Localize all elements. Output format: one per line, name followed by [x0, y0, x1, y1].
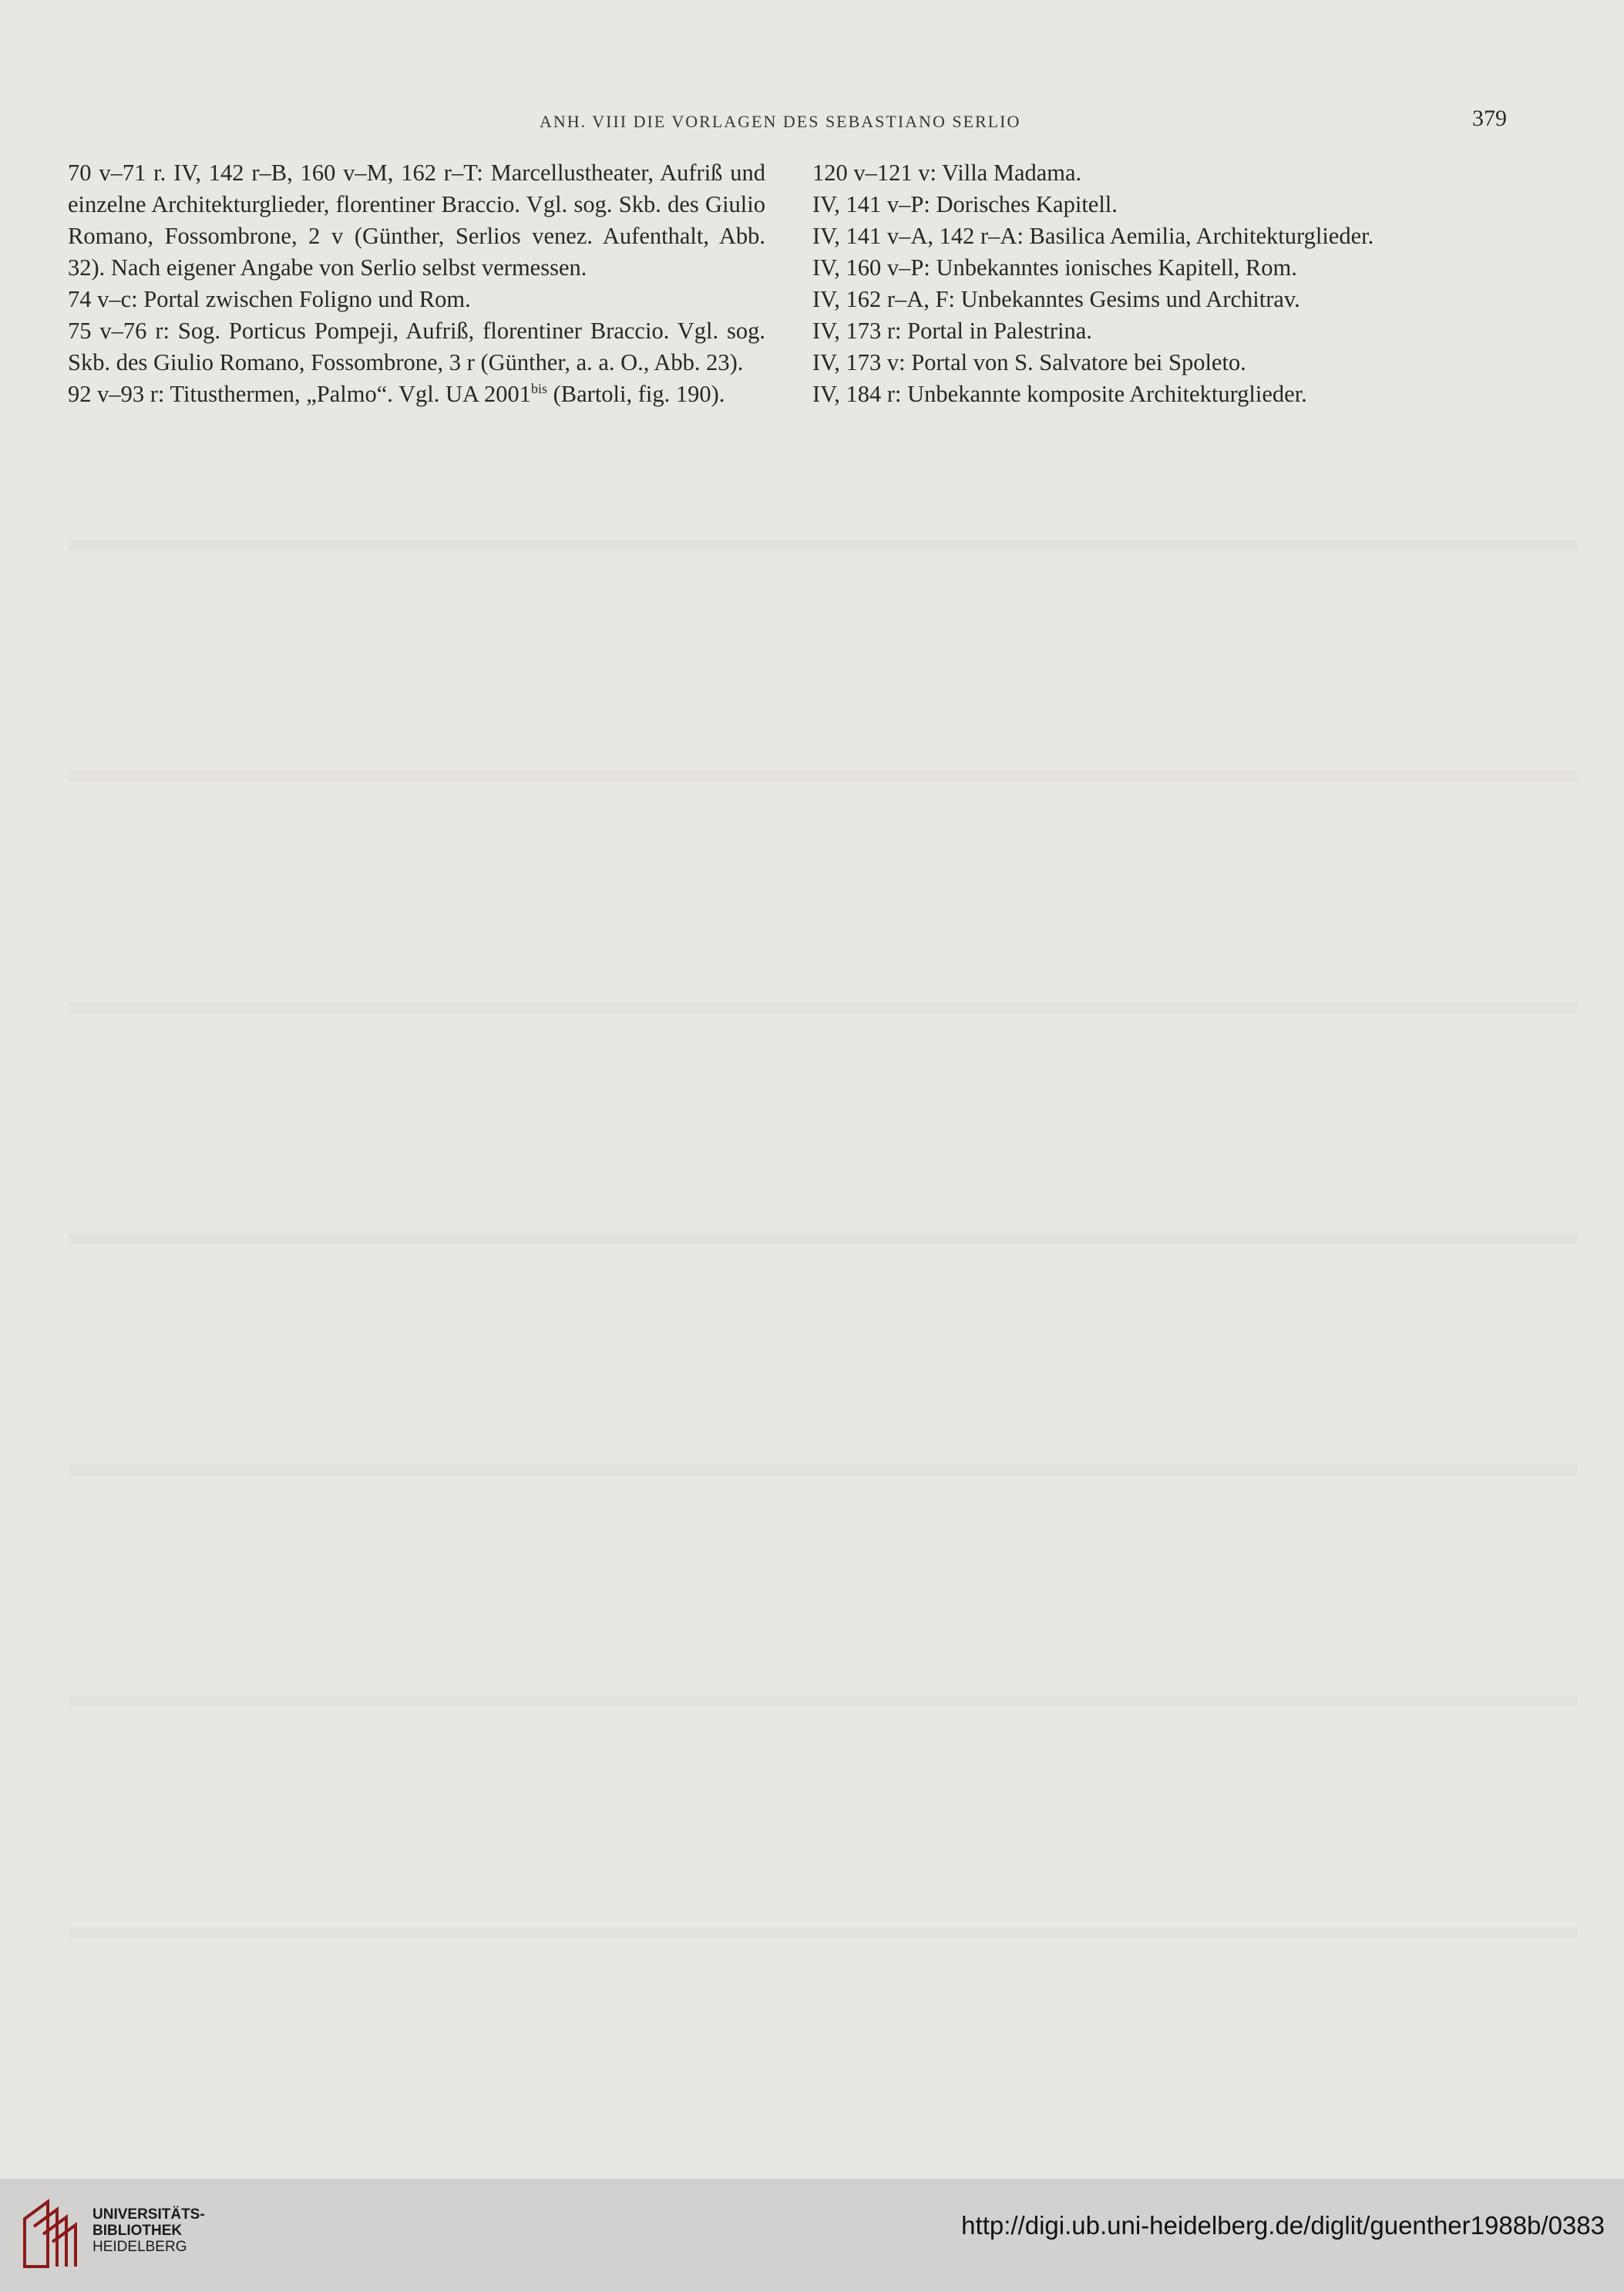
library-name-line: BIBLIOTHEK: [92, 2223, 183, 2239]
list-item: 120 v–121 v: Villa Madama.: [812, 160, 1082, 186]
page-number: 379: [1472, 106, 1507, 131]
list-item: IV, 162 r–A, F: Unbekanntes Gesims und Architrav.: [812, 286, 1300, 312]
list-item: IV, 173 v: Portal von S. Salvatore bei Spoleto.: [812, 349, 1246, 375]
library-name: [92, 2206, 205, 2255]
superscript: bis: [530, 380, 547, 396]
entry-text: 92 v–93 r: Titusthermen, „Palmo“. Vgl. UA 2001: [68, 381, 531, 407]
list-item: [68, 379, 765, 410]
list-item: IV, 141 v–P: Dorisches Kapitell.: [812, 191, 1118, 217]
library-logo-icon: [17, 2196, 85, 2273]
library-name-line: HEIDELBERG: [92, 2239, 187, 2255]
list-item: IV, 184 r: Unbekannte komposite Architekturglieder.: [812, 381, 1307, 407]
right-column: [812, 157, 1506, 410]
running-head: ANH. VIII DIE VORLAGEN DES SEBASTIANO SERLIO: [540, 112, 1021, 131]
source-url-link[interactable]: http://digi.ub.uni-heidelberg.de/diglit/guenther1988b/0383: [961, 2211, 1605, 2240]
list-item: 75 v–76 r: Sog. Porticus Pompeji, Aufriß, florentiner Braccio. Vgl. sog. Skb. des Giulio Romano, Fossombrone, 3 r (Günther, a. a. O., Abb. 23).: [68, 318, 765, 375]
entry-text: (Bartoli, fig. 190).: [547, 381, 725, 407]
footer-bar: [0, 2179, 1624, 2292]
left-column: [68, 157, 765, 410]
list-item: IV, 160 v–P: Unbekanntes ionisches Kapitell, Rom.: [812, 254, 1297, 281]
list-item: IV, 173 r: Portal in Palestrina.: [812, 318, 1092, 344]
page-header: [0, 106, 1624, 143]
library-name-line: UNIVERSITÄTS-: [92, 2206, 205, 2223]
list-item: IV, 141 v–A, 142 r–A: Basilica Aemilia, Architekturglieder.: [812, 223, 1374, 249]
list-item: 74 v–c: Portal zwischen Foligno und Rom.: [68, 286, 471, 312]
list-item: 70 v–71 r. IV, 142 r–B, 160 v–M, 162 r–T: Marcellustheater, Aufriß und einzelne Architekturglieder, florentiner Braccio. Vgl. sog. Skb. des Giulio Romano, Fossombrone, 2 v (Günther, Serlios venez. Aufenthalt, Abb. 32). Nach eigener Angabe von Serlio selbst vermessen.: [68, 160, 765, 281]
